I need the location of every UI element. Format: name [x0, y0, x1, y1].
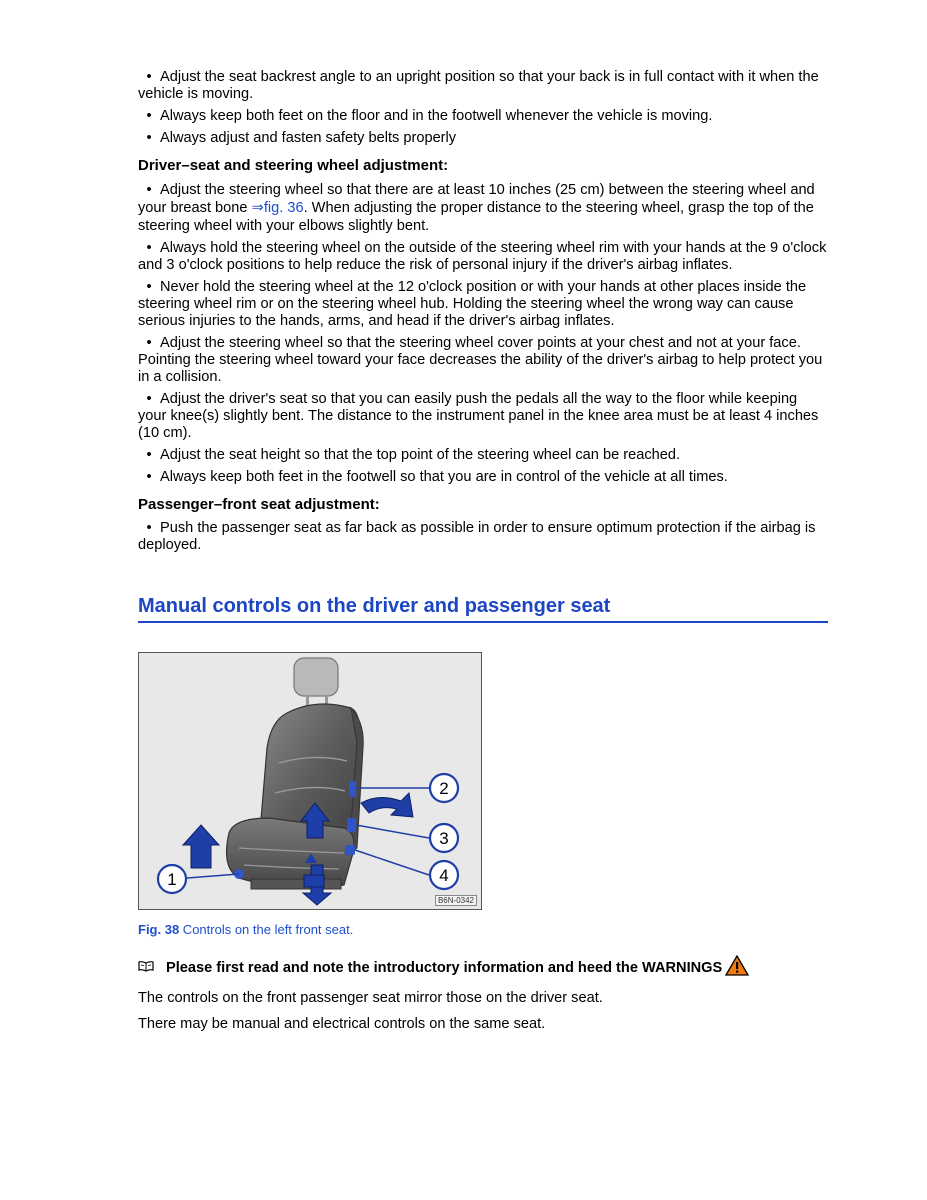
bullet-list-passenger: [138, 520, 828, 554]
list-item-text: Adjust the steering wheel so that the steering wheel cover points at your chest and not at your face. Pointing the steering wheel toward your face decreases the ability of the driver's airbag to help protect you in a collision.: [138, 335, 823, 385]
bullet-dot: [138, 335, 160, 352]
lever-4: [345, 845, 355, 855]
list-item-text: Always keep both feet on the floor and in the footwell whenever the vehicle is moving.: [160, 108, 713, 124]
bullet-dot: [138, 469, 160, 486]
paragraph: The controls on the front passenger seat mirror those on the driver seat.: [138, 990, 603, 1006]
seat-controls-figure: [138, 652, 482, 910]
list-item-text: . When adjusting the proper distance to the steering wheel, grasp the top of the steering wheel with your elbows slightly bent.: [138, 200, 814, 234]
driver-seat-heading: Driver–seat and steering wheel adjustment:: [138, 157, 449, 174]
caption-text: Controls on the left front seat.: [179, 922, 354, 937]
svg-text:1: 1: [167, 870, 177, 889]
list-item-text: Push the passenger seat as far back as possible in order to ensure optimum protection if the airbag is deployed.: [138, 520, 816, 553]
bullet-dot: [138, 279, 160, 296]
figure-caption: [138, 921, 828, 938]
bullet-list-top: [138, 69, 828, 147]
bullet-dot: [138, 391, 160, 408]
bullet-dot: [138, 520, 160, 537]
callout-4: [430, 861, 458, 889]
book-icon: [138, 960, 156, 977]
list-item-text: Always hold the steering wheel on the outside of the steering wheel rim with your hands at the 9 o'clock and 3 o'clock positions to help reduce the risk of personal injury if the driver's airbag inflates.: [138, 240, 827, 273]
list-item: [138, 240, 828, 274]
section-title: Manual controls on the driver and passenger seat: [138, 594, 828, 623]
list-item: [138, 469, 828, 486]
seat-illustration: [139, 653, 481, 909]
knob-3: [347, 818, 356, 832]
list-item: [138, 108, 828, 125]
warning-triangle-icon[interactable]: [725, 955, 749, 981]
list-item-text: Always keep both feet in the footwell so that you are in control of the vehicle at all times.: [160, 469, 728, 485]
bullet-dot: [138, 69, 160, 86]
document-page: [138, 69, 828, 1033]
bullet-dot: [138, 181, 160, 199]
list-item-text: Always adjust and fasten safety belts properly: [160, 130, 457, 146]
list-item: [138, 520, 828, 554]
arrow-up-icon: [183, 825, 219, 868]
paragraph: There may be manual and electrical controls on the same seat.: [138, 1016, 546, 1032]
list-item: [138, 447, 828, 464]
bullet-list-driver: [138, 181, 828, 486]
list-item-text: Never hold the steering wheel at the 12 o'clock position or with your hands at other places inside the steering wheel rim or on the steering wheel hub. Holding the steering wheel the wrong way can cause serious injuries to the hands, arms, and head if the driver's airbag inflates.: [138, 279, 807, 329]
bullet-dot: [138, 108, 160, 125]
caption-label: Fig. 38: [138, 922, 180, 937]
list-item-text: Adjust the driver's seat so that you can easily push the pedals all the way to the floor while keeping your knee(s) slightly bent. The distance to the instrument panel in the knee area must be at least 4 inches (10 cm).: [138, 391, 819, 441]
headrest: [294, 658, 338, 709]
svg-text:2: 2: [439, 779, 449, 798]
list-item-text: Adjust the seat backrest angle to an upright position so that your back is in full contact with it when the vehicle is moving.: [138, 69, 819, 102]
callout-1: [158, 865, 186, 893]
bullet-dot: [138, 447, 160, 464]
bullet-dot: [138, 240, 160, 257]
svg-text:3: 3: [439, 829, 449, 848]
list-item: [138, 181, 828, 235]
list-item: [138, 391, 828, 442]
intro-note: [138, 955, 828, 981]
passenger-seat-heading: Passenger–front seat adjustment:: [138, 496, 380, 513]
list-item: [138, 335, 828, 386]
note-text: Please first read and note the introductory information and heed the WARNINGS: [166, 959, 723, 976]
list-item: [138, 279, 828, 330]
list-item: [138, 69, 828, 103]
list-item: [138, 130, 828, 147]
fig-36-link[interactable]: ⇒fig. 36: [251, 200, 304, 216]
callout-2: [430, 774, 458, 802]
callout-3: [430, 824, 458, 852]
svg-text:4: 4: [439, 866, 449, 885]
rotate-arrow-icon: [361, 793, 413, 817]
knob-2: [349, 781, 356, 797]
list-item-text: Adjust the seat height so that the top point of the steering wheel can be reached.: [160, 447, 681, 463]
bullet-dot: [138, 130, 160, 147]
figure-code: B6N-0342: [435, 895, 477, 906]
list-item-text: Adjust the steering wheel so that there are at least 10 inches (25 cm) between the steering wheel and your breast bone: [138, 182, 815, 216]
